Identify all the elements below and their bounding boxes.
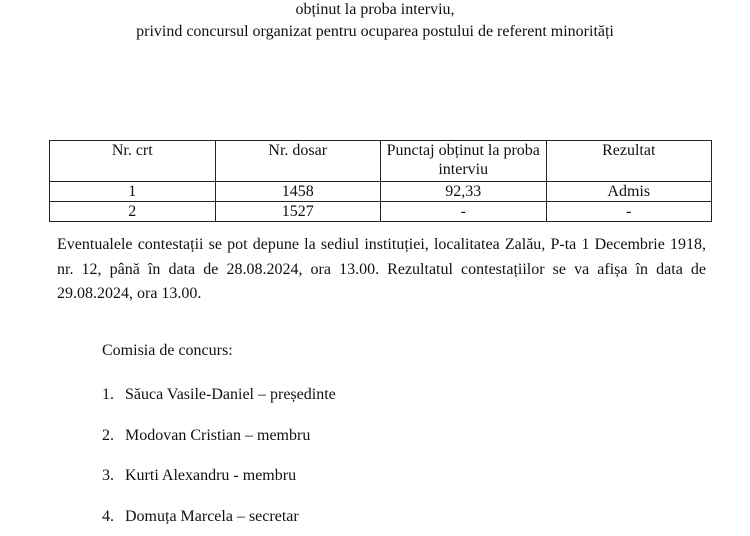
member-number: 4.: [102, 508, 114, 525]
member-number: 1.: [102, 386, 114, 403]
header-rezultat: Rezultat: [546, 141, 712, 182]
cell-nr-dosar: 1458: [215, 182, 381, 202]
cell-nr-crt: 2: [50, 202, 216, 222]
cell-nr-dosar: 1527: [215, 202, 381, 222]
member-number: 2.: [102, 427, 114, 444]
member-text: Domuța Marcela – secretar: [125, 508, 299, 525]
header-nr-dosar: Nr. dosar: [215, 141, 381, 182]
cell-punctaj: 92,33: [381, 182, 547, 202]
notice-paragraph: Eventualele contestații se pot depune la sediul instituției, localitatea Zalău, P-ta 1 Decembrie 1918, nr. 12, până în data de 28.08.2024, ora 13.00. Rezultatul contestațiilor se va afișa în data de 29.08.2024, ora 13.00.: [57, 236, 706, 302]
cell-rezultat: Admis: [546, 182, 712, 202]
heading-line-2: privind concursul organizat pentru ocuparea postului de referent minorități: [136, 23, 614, 40]
cell-nr-crt: 1: [50, 182, 216, 202]
table-header-row: [50, 141, 712, 182]
cell-punctaj: -: [381, 202, 547, 222]
header-punctaj: Punctaj obținut la proba interviu: [381, 141, 547, 182]
committee-member: [102, 427, 310, 445]
committee-member: [102, 467, 296, 485]
member-text: Săuca Vasile-Daniel – președinte: [125, 386, 336, 403]
committee-member: [102, 508, 299, 526]
table-row: [50, 182, 712, 202]
committee-member: [102, 386, 336, 404]
heading-line-1: obținut la proba interviu,: [295, 1, 455, 18]
member-text: Kurti Alexandru - membru: [125, 467, 297, 484]
table-row: [50, 202, 712, 222]
cell-rezultat: -: [546, 202, 712, 222]
committee-title: Comisia de concurs:: [102, 342, 233, 359]
results-table: [49, 140, 712, 222]
header-nr-crt: Nr. crt: [50, 141, 216, 182]
member-number: 3.: [102, 467, 114, 484]
member-text: Modovan Cristian – membru: [125, 427, 311, 444]
